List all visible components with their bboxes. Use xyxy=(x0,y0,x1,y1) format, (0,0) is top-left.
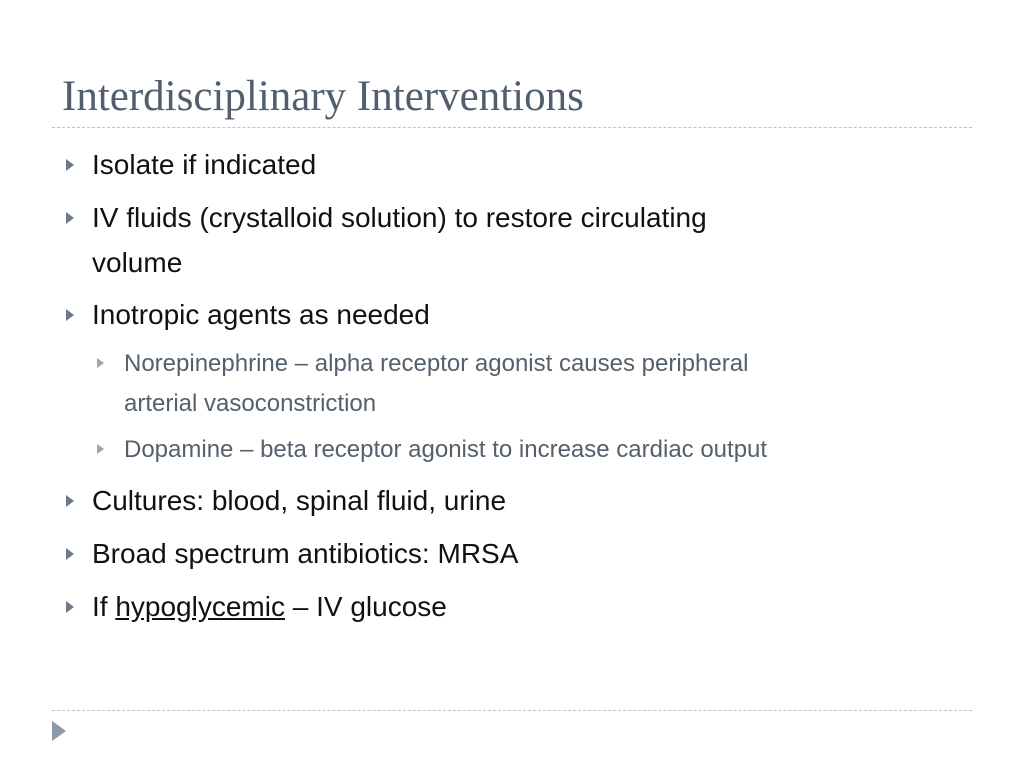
bullet-iv-fluids xyxy=(92,196,707,240)
bullet-text: Isolate if indicated xyxy=(92,149,317,180)
sub-bullet-norepinephrine xyxy=(124,344,748,384)
sub-bullet-text: Dopamine – beta receptor agonist to increase cardiac output xyxy=(124,436,768,463)
slide-title: Interdisciplinary Interventions xyxy=(62,73,584,120)
sub-bullet-text: Norepinephrine – alpha receptor agonist causes peripheral xyxy=(124,350,749,377)
triangle-bullet-icon xyxy=(66,159,74,171)
play-arrow-icon[interactable] xyxy=(52,721,66,741)
bullet-antibiotics xyxy=(92,532,518,576)
triangle-bullet-icon xyxy=(66,548,74,560)
bullet-text: Cultures: blood, spinal fluid, urine xyxy=(92,485,507,516)
bullet-text: Inotropic agents as needed xyxy=(92,299,430,330)
sub-bullet-dopamine xyxy=(124,430,767,470)
bullet-text: volume xyxy=(92,247,183,278)
bullet-cultures xyxy=(92,479,506,523)
bullet-text: IV fluids (crystalloid solution) to restore circulating xyxy=(92,202,707,233)
sub-bullet-text: arterial vasoconstriction xyxy=(124,390,377,417)
triangle-bullet-icon xyxy=(66,309,74,321)
sub-bullet-norepinephrine-continued xyxy=(124,384,376,424)
bullet-iv-fluids-continued xyxy=(92,241,182,285)
bullet-hypoglycemic xyxy=(92,585,447,629)
bullet-inotropic xyxy=(92,293,430,337)
hypoglycemic-link[interactable]: hypoglycemic xyxy=(115,591,285,622)
bullet-text-prefix: If xyxy=(92,591,116,622)
triangle-bullet-icon xyxy=(66,495,74,507)
triangle-bullet-icon xyxy=(97,358,104,368)
triangle-bullet-icon xyxy=(97,444,104,454)
title-divider xyxy=(52,127,972,128)
bullet-isolate xyxy=(92,143,316,187)
bullet-text: Broad spectrum antibiotics: MRSA xyxy=(92,538,519,569)
footer-divider xyxy=(52,710,972,711)
triangle-bullet-icon xyxy=(66,601,74,613)
bullet-text-suffix: – IV glucose xyxy=(284,591,447,622)
triangle-bullet-icon xyxy=(66,212,74,224)
